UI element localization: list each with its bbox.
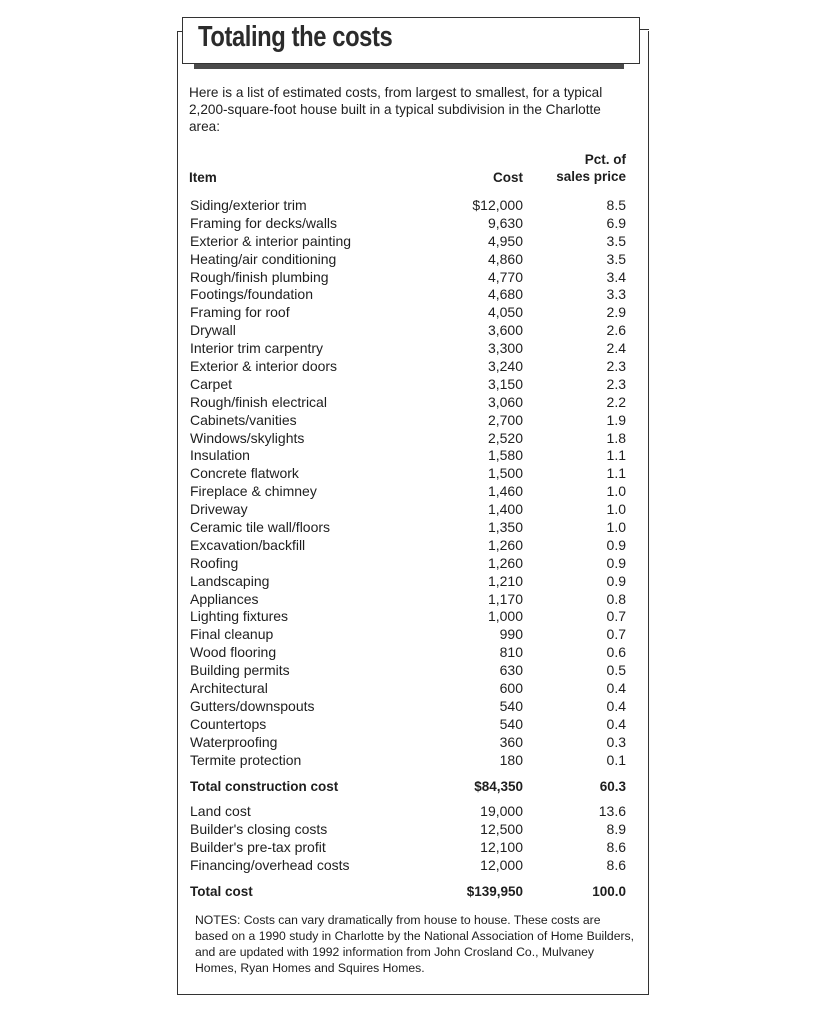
table-row xyxy=(189,215,629,233)
row-pct: 1.1 xyxy=(606,465,626,482)
table-row xyxy=(189,483,629,501)
row-cost: 1,580 xyxy=(487,447,523,464)
row-item: Final cleanup xyxy=(190,626,274,643)
row-item: Fireplace & chimney xyxy=(190,483,317,500)
table-row xyxy=(189,680,629,698)
row-cost: 2,520 xyxy=(487,429,523,446)
row-cost: 12,100 xyxy=(480,839,523,856)
table-row xyxy=(189,608,629,626)
row-item: Architectural xyxy=(190,680,268,697)
row-item: Driveway xyxy=(190,501,248,518)
row-item: Builder's closing costs xyxy=(190,821,328,838)
row-pct: 0.9 xyxy=(606,554,626,571)
table-row xyxy=(189,465,629,483)
row-pct: 8.6 xyxy=(606,839,626,856)
row-pct: 0.5 xyxy=(606,662,626,679)
row-cost: 1,350 xyxy=(487,519,523,536)
row-cost: 1,000 xyxy=(487,608,523,625)
table-header xyxy=(189,145,629,187)
row-cost: 540 xyxy=(499,697,523,714)
row-item: Exterior & interior painting xyxy=(190,232,352,249)
header-item: Item xyxy=(189,170,217,185)
row-pct: 1.0 xyxy=(606,501,626,518)
row-item: Siding/exterior trim xyxy=(190,197,307,213)
row-cost: 19,000 xyxy=(480,803,523,820)
row-cost: 1,260 xyxy=(487,536,523,553)
table-row xyxy=(189,698,629,716)
row-pct: 2.3 xyxy=(606,375,626,392)
table-row xyxy=(189,304,629,322)
header-pct-line2: sales price xyxy=(556,169,626,184)
row-pct: 0.4 xyxy=(606,697,626,714)
row-pct: 2.4 xyxy=(606,340,626,357)
row-cost: 1,210 xyxy=(487,572,523,589)
row-cost: 1,170 xyxy=(487,590,523,607)
row-cost: 630 xyxy=(499,662,523,679)
row-item: Landscaping xyxy=(190,572,270,589)
header-cost: Cost xyxy=(493,170,523,185)
row-pct: 8.5 xyxy=(606,197,626,213)
table-row xyxy=(189,555,629,573)
row-pct: 2.2 xyxy=(606,393,626,410)
table-row xyxy=(189,644,629,662)
row-pct: 1.0 xyxy=(606,483,626,500)
row-pct: 3.4 xyxy=(606,268,626,285)
row-item: Gutters/downspouts xyxy=(190,697,315,714)
frame-top-right-edge xyxy=(639,29,649,30)
row-item: Excavation/backfill xyxy=(190,536,306,553)
row-cost: $84,350 xyxy=(474,778,523,794)
row-pct: 8.9 xyxy=(606,821,626,838)
row-cost: 4,680 xyxy=(487,286,523,303)
row-cost: 810 xyxy=(499,644,523,661)
row-item: Rough/finish electrical xyxy=(190,393,327,410)
row-item: Termite protection xyxy=(190,751,302,768)
row-cost: 540 xyxy=(499,715,523,732)
row-item: Total cost xyxy=(190,883,253,899)
table-row xyxy=(189,662,629,680)
cost-rows xyxy=(189,197,629,770)
table-row xyxy=(189,734,629,752)
row-item: Windows/skylights xyxy=(190,429,305,446)
table-row xyxy=(189,447,629,465)
table-row xyxy=(189,394,629,412)
title-underline-bar xyxy=(194,64,624,69)
row-item: Waterproofing xyxy=(190,733,278,750)
row-item: Carpet xyxy=(190,375,233,392)
row-item: Lighting fixtures xyxy=(190,608,289,625)
row-cost: 12,000 xyxy=(480,857,523,874)
row-pct: 8.6 xyxy=(606,857,626,874)
notes-text: NOTES: Costs can vary dramatically from house to house. These costs are based on a 1990 study in Charlotte by the National Association of Home Builders, and are updated with 1992 information from John Crosland Co., Mulvaney Homes, Ryan Homes and Squires Homes. xyxy=(195,913,635,975)
cost-table xyxy=(189,145,629,901)
page-title: Totaling the costs xyxy=(198,21,393,53)
row-item: Total construction cost xyxy=(190,778,339,794)
row-cost: 990 xyxy=(499,626,523,643)
row-cost: 1,500 xyxy=(487,465,523,482)
row-pct: 2.9 xyxy=(606,304,626,321)
row-cost: 3,300 xyxy=(487,340,523,357)
row-pct: 3.5 xyxy=(606,250,626,267)
row-cost: 600 xyxy=(499,680,523,697)
row-item: Countertops xyxy=(190,715,267,732)
row-pct: 3.3 xyxy=(606,286,626,303)
row-pct: 0.7 xyxy=(606,626,626,643)
row-pct: 1.9 xyxy=(606,411,626,428)
table-row xyxy=(189,322,629,340)
row-cost: 1,400 xyxy=(487,501,523,518)
row-item: Land cost xyxy=(190,803,251,820)
grand-total-row xyxy=(189,883,629,901)
row-pct: 1.0 xyxy=(606,519,626,536)
row-item: Framing for roof xyxy=(190,304,290,321)
table-row xyxy=(189,591,629,609)
row-pct: 1.8 xyxy=(606,429,626,446)
row-pct: 3.5 xyxy=(606,232,626,249)
row-item: Heating/air conditioning xyxy=(190,250,337,267)
row-pct: 60.3 xyxy=(599,778,626,794)
row-item: Cabinets/vanities xyxy=(190,411,297,428)
row-pct: 6.9 xyxy=(606,214,626,231)
table-row xyxy=(189,821,629,839)
row-pct: 0.7 xyxy=(606,608,626,625)
table-row xyxy=(189,376,629,394)
row-cost: 180 xyxy=(499,751,523,768)
row-item: Roofing xyxy=(190,554,239,571)
row-item: Insulation xyxy=(190,447,250,464)
table-row xyxy=(189,430,629,448)
intro-text: Here is a list of estimated costs, from largest to smallest, for a typical 2,200-square-foot house built in a typical subdivision in the Charlotte area: xyxy=(189,85,603,134)
table-row xyxy=(189,752,629,770)
row-cost: 3,150 xyxy=(487,375,523,392)
row-cost: $139,950 xyxy=(466,883,523,899)
row-cost: 12,500 xyxy=(480,821,523,838)
table-row xyxy=(189,519,629,537)
row-pct: 2.6 xyxy=(606,322,626,339)
table-row xyxy=(189,803,629,821)
row-pct: 1.1 xyxy=(606,447,626,464)
row-cost: 9,630 xyxy=(487,214,523,231)
row-cost: 4,860 xyxy=(487,250,523,267)
row-pct: 2.3 xyxy=(606,358,626,375)
row-item: Drywall xyxy=(190,322,236,339)
table-row xyxy=(189,251,629,269)
row-item: Ceramic tile wall/floors xyxy=(190,519,331,536)
table-row xyxy=(189,358,629,376)
row-item: Footings/foundation xyxy=(190,286,313,303)
table-row xyxy=(189,857,629,875)
row-pct: 0.4 xyxy=(606,680,626,697)
row-cost: 1,260 xyxy=(487,554,523,571)
row-item: Interior trim carpentry xyxy=(190,340,324,357)
row-pct: 0.6 xyxy=(606,644,626,661)
row-pct: 100.0 xyxy=(592,883,626,899)
total-construction-row xyxy=(189,778,629,796)
table-row xyxy=(189,716,629,734)
table-row xyxy=(189,626,629,644)
row-cost: 3,240 xyxy=(487,358,523,375)
row-cost: 360 xyxy=(499,733,523,750)
row-pct: 0.9 xyxy=(606,536,626,553)
row-cost: 3,060 xyxy=(487,393,523,410)
row-pct: 0.8 xyxy=(606,590,626,607)
row-pct: 0.4 xyxy=(606,715,626,732)
row-cost: $12,000 xyxy=(472,197,523,213)
table-row xyxy=(189,573,629,591)
row-item: Builder's pre-tax profit xyxy=(190,839,326,856)
table-row xyxy=(189,269,629,287)
row-pct: 0.1 xyxy=(606,751,626,768)
row-cost: 4,950 xyxy=(487,232,523,249)
table-row xyxy=(189,501,629,519)
row-cost: 3,600 xyxy=(487,322,523,339)
table-row xyxy=(189,839,629,857)
row-cost: 4,770 xyxy=(487,268,523,285)
row-cost: 4,050 xyxy=(487,304,523,321)
row-item: Exterior & interior doors xyxy=(190,358,338,375)
table-row xyxy=(189,412,629,430)
row-item: Concrete flatwork xyxy=(190,465,299,482)
table-row xyxy=(189,233,629,251)
row-pct: 0.3 xyxy=(606,733,626,750)
row-pct: 13.6 xyxy=(598,803,626,820)
row-item: Framing for decks/walls xyxy=(190,214,338,231)
row-item: Wood flooring xyxy=(190,644,277,661)
other-cost-rows xyxy=(189,803,629,875)
table-row xyxy=(189,340,629,358)
row-cost: 2,700 xyxy=(487,411,523,428)
row-cost: 1,460 xyxy=(487,483,523,500)
header-pct-line1: Pct. of xyxy=(584,152,626,167)
row-item: Building permits xyxy=(190,662,290,679)
table-row xyxy=(189,537,629,555)
row-pct: 0.9 xyxy=(606,572,626,589)
row-item: Appliances xyxy=(190,590,259,607)
table-row xyxy=(189,197,629,215)
row-item: Rough/finish plumbing xyxy=(190,268,329,285)
table-row xyxy=(189,286,629,304)
row-item: Financing/overhead costs xyxy=(190,857,350,874)
header-pct xyxy=(556,151,626,185)
